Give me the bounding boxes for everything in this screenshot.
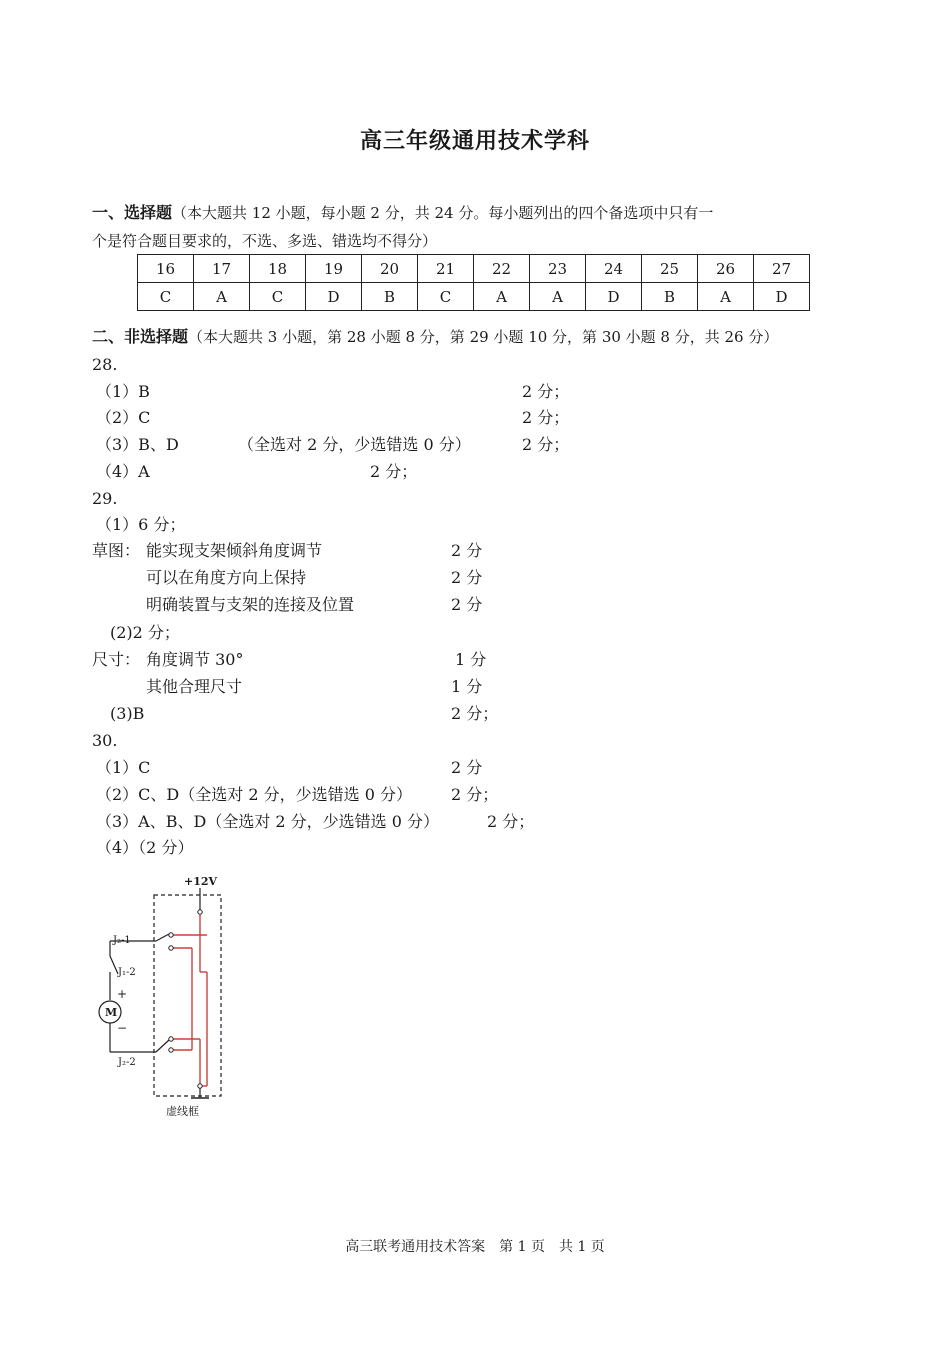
- answer-cell: C: [418, 283, 474, 311]
- answer-cell: B: [642, 283, 698, 311]
- answer-cell: C: [138, 283, 194, 311]
- dashed-box-label: 虚线框: [166, 1105, 199, 1118]
- answer-cell: D: [586, 283, 642, 311]
- question-number-cell: 18: [250, 255, 306, 283]
- motor-minus-sign: −: [117, 1021, 128, 1035]
- q30-item2-label: （2）C、D（全选对 2 分，少选错选 0 分）: [96, 785, 412, 804]
- ground-terminal: [198, 1084, 202, 1088]
- q29-part1: （1）6 分；: [96, 515, 186, 534]
- answer-cell: A: [698, 283, 754, 311]
- q29-sketch-label: 草图：: [92, 541, 141, 560]
- q29-sketch-item1: 能实现支架倾斜角度调节: [146, 541, 323, 560]
- j2-1-terminal-b: [169, 946, 173, 950]
- q29-part3-score: 2 分；: [451, 704, 499, 723]
- q28-item3-label: （3）B、D: [96, 435, 179, 454]
- q29-sketch-item1-score: 2 分: [451, 541, 483, 560]
- section1-note-line2: 个是符合题目要求的，不选、多选、错选均不得分）: [92, 232, 438, 250]
- q29-dim-label: 尺寸：: [92, 650, 141, 669]
- q29-sketch-item3-score: 2 分: [451, 595, 483, 614]
- question-number-cell: 27: [754, 255, 810, 283]
- q28-item3-score: 2 分；: [522, 435, 570, 454]
- added-wiring: [172, 914, 207, 1086]
- q29-dim-item2-score: 1 分: [451, 677, 483, 696]
- q28-item2-label: （2）C: [96, 408, 151, 427]
- q28-item3-note: （全选对 2 分，少选错选 0 分）: [238, 435, 471, 454]
- question-number-cell: 17: [194, 255, 250, 283]
- q30-item3-label: （3）A、B、D（全选对 2 分，少选错选 0 分）: [96, 812, 440, 831]
- answer-cell: A: [474, 283, 530, 311]
- relay-circuit-diagram: [96, 872, 236, 1122]
- relay-contact-j2-1-label: J₂-1: [113, 935, 131, 946]
- choice-answer-table: [137, 254, 810, 311]
- q30-item1-score: 2 分: [451, 758, 483, 777]
- question-number-cell: 22: [474, 255, 530, 283]
- dashed-box: [154, 895, 221, 1096]
- relay-contact-j1-2-label: J₁-2: [118, 967, 136, 978]
- page-title: 高三年级通用技术学科: [359, 129, 590, 154]
- j2-2-terminal-b: [169, 1048, 173, 1052]
- question-number-cell: 20: [362, 255, 418, 283]
- q28-item2-score: 2 分；: [522, 408, 570, 427]
- question-number-cell: 21: [418, 255, 474, 283]
- section1-header: [92, 203, 713, 223]
- relay-contact-j2-2-label: J₂-2: [118, 1057, 136, 1068]
- supply-label: +12V: [184, 875, 218, 888]
- j2-2-blade: [156, 1040, 169, 1052]
- section1-heading: 一、选择题: [92, 203, 173, 222]
- answer-cell: C: [250, 283, 306, 311]
- j2-1-terminal-a: [169, 933, 173, 937]
- q28-item1-score: 2 分；: [522, 382, 570, 401]
- question-number-cell: 16: [138, 255, 194, 283]
- question-number-cell: 26: [698, 255, 754, 283]
- question-number-cell: 24: [586, 255, 642, 283]
- question-number-cell: 19: [306, 255, 362, 283]
- q30-item1-label: （1）C: [96, 758, 151, 777]
- motor-plus-sign: +: [117, 987, 128, 1001]
- q28-item4-label: （4）A: [96, 462, 150, 481]
- question-number-row: [138, 255, 810, 283]
- q29-dim-item1-score: 1 分: [455, 650, 487, 669]
- q28-item4-score: 2 分；: [370, 462, 418, 481]
- section2-header: [92, 327, 778, 347]
- section2-note: （本大题共 3 小题，第 28 小题 8 分，第 29 小题 10 分，第 30 小题 8 分，共 26 分）: [188, 328, 779, 346]
- q29-sketch-item3: 明确装置与支架的连接及位置: [146, 595, 355, 614]
- q29-number: 29.: [92, 489, 118, 508]
- j2-1-blade: [156, 934, 169, 941]
- supply-terminal: [198, 910, 202, 914]
- q28-number: 28.: [92, 355, 118, 374]
- answer-cell: A: [194, 283, 250, 311]
- q30-item3-score: 2 分；: [487, 812, 535, 831]
- q30-item4-label: （4）（2 分）: [96, 838, 194, 857]
- q29-dim-item2: 其他合理尺寸: [146, 677, 243, 696]
- q28-item1-label: （1）B: [96, 382, 150, 401]
- answer-cell: A: [530, 283, 586, 311]
- answer-row: [138, 283, 810, 311]
- section1-note-line1: （本大题共 12 小题，每小题 2 分，共 24 分。每小题列出的四个备选项中只有一: [172, 204, 714, 222]
- q29-dim-item1: 角度调节 30°: [146, 650, 244, 669]
- q29-part2: (2)2 分；: [110, 623, 180, 642]
- section2-heading: 二、非选择题: [92, 327, 189, 346]
- answer-cell: B: [362, 283, 418, 311]
- answer-cell: D: [754, 283, 810, 311]
- answer-cell: D: [306, 283, 362, 311]
- j2-2-terminal-a: [169, 1037, 173, 1041]
- q29-sketch-item2-score: 2 分: [451, 568, 483, 587]
- page-footer: 高三联考通用技术答案 第 1 页 共 1 页: [345, 1239, 605, 1255]
- motor-label: M: [105, 1006, 118, 1019]
- q29-sketch-item2: 可以在角度方向上保持: [146, 568, 307, 587]
- question-number-cell: 23: [530, 255, 586, 283]
- q29-part3: (3)B: [110, 704, 145, 723]
- q30-number: 30.: [92, 731, 118, 750]
- question-number-cell: 25: [642, 255, 698, 283]
- j1-2-blade: [110, 956, 118, 974]
- q30-item2-score: 2 分；: [451, 785, 499, 804]
